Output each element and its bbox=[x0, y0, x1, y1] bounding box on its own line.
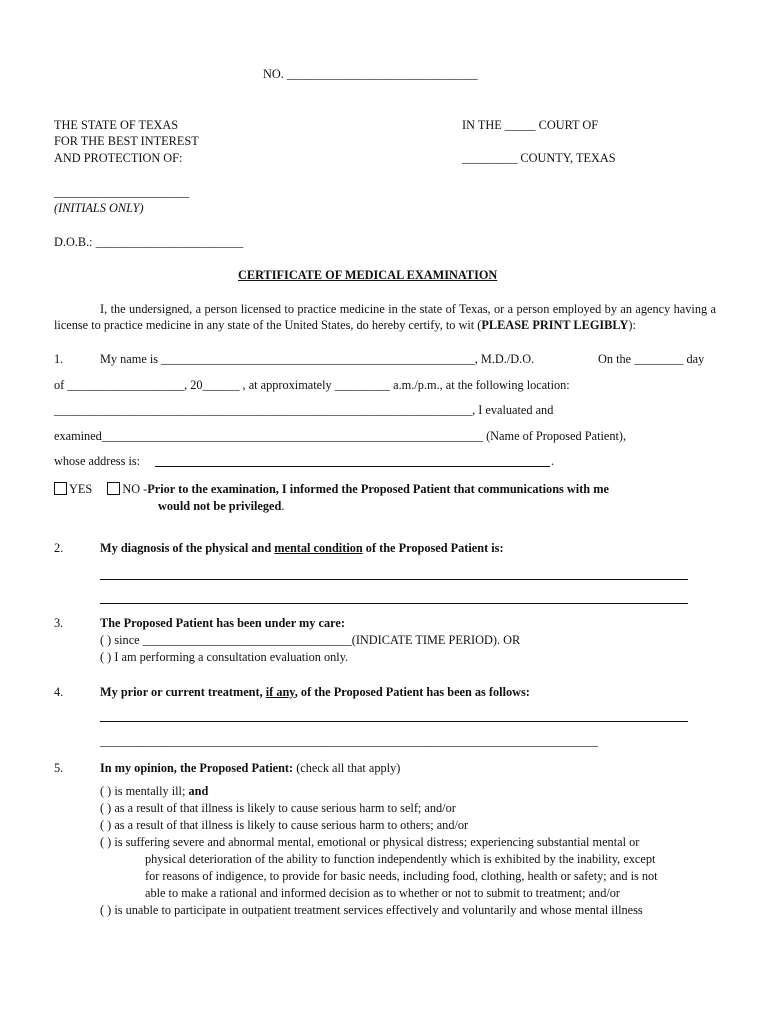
physician-name-field[interactable]: My name is ___________________________________________________, M.D./D.O. bbox=[100, 352, 535, 366]
consultation-option[interactable]: ( ) I am performing a consultation evaluation only. bbox=[100, 650, 349, 664]
intro-end: ): bbox=[628, 318, 636, 332]
not-privileged-text: would not be privileged bbox=[158, 499, 282, 513]
treatment-heading-post: , of the Proposed Patient has been as follows: bbox=[294, 685, 530, 699]
intro-text: I, the undersigned, a person licensed to practice medicine in the state of Texas, or a person employed by an agency having a license to practice medicine in any state of the United States, do hereby certify, to wit ( bbox=[54, 302, 716, 332]
exam-location-field[interactable]: ____________________________________________________________________, I evaluated and bbox=[54, 403, 554, 417]
outpatient-option[interactable]: ( ) is unable to participate in outpatient treatment services effectively and voluntarily and whose mental illness bbox=[100, 903, 643, 917]
print-legibly-label: PLEASE PRINT LEGIBLY bbox=[481, 318, 629, 332]
and-text: and bbox=[188, 784, 209, 798]
mentally-ill-text: ( ) is mentally ill; bbox=[100, 784, 189, 798]
case-number-line[interactable]: NO. _______________________________ bbox=[263, 67, 478, 81]
diagnosis-line-2[interactable] bbox=[100, 603, 688, 604]
intro-paragraph bbox=[54, 301, 716, 333]
distress-option[interactable]: ( ) is suffering severe and abnormal mental, emotional or physical distress; experiencing substantial mental or bbox=[100, 835, 640, 849]
if-any-text: if any bbox=[265, 685, 295, 699]
care-heading: The Proposed Patient has been under my care: bbox=[100, 616, 345, 630]
harm-self-option[interactable]: ( ) as a result of that illness is likely to cause serious harm to self; and/or bbox=[100, 801, 456, 815]
distress-option-cont-3: able to make a rational and informed decision as to whether or not to submit to treatment; and/or bbox=[145, 886, 621, 900]
treatment-line-2[interactable]: _________________________________________________________________________________ bbox=[100, 734, 599, 748]
opinion-heading bbox=[100, 760, 400, 776]
mentally-ill-option[interactable] bbox=[100, 783, 208, 799]
diagnosis-line-1[interactable] bbox=[100, 579, 688, 580]
yes-label: YES bbox=[69, 482, 93, 496]
initials-only-label: (INITIALS ONLY) bbox=[54, 201, 144, 215]
court-line[interactable]: IN THE _____ COURT OF bbox=[462, 118, 599, 132]
privilege-statement: Prior to the examination, I informed the Proposed Patient that communications with me bbox=[147, 482, 609, 496]
patient-address-label: whose address is: bbox=[54, 454, 141, 468]
no-label: NO - bbox=[122, 482, 148, 496]
mental-condition-text: mental condition bbox=[274, 541, 363, 555]
item-5-number: 5. bbox=[54, 761, 64, 775]
address-period: . bbox=[551, 454, 555, 468]
treatment-line-1[interactable] bbox=[100, 721, 688, 722]
protection-of-label: AND PROTECTION OF: bbox=[54, 151, 183, 165]
privilege-row bbox=[54, 481, 609, 497]
diagnosis-heading bbox=[100, 540, 504, 556]
best-interest-label: FOR THE BEST INTEREST bbox=[54, 134, 199, 148]
no-checkbox[interactable] bbox=[107, 482, 120, 495]
item-1-number: 1. bbox=[54, 352, 64, 366]
exam-date-time-field[interactable]: of ___________________, 20______ , at approximately _________ a.m./p.m., at the following location: bbox=[54, 378, 570, 392]
distress-option-cont-1: physical deterioration of the ability to function independently which is exhibited by the inability, except bbox=[145, 852, 656, 866]
harm-others-option[interactable]: ( ) as a result of that illness is likely to cause serious harm to others; and/or bbox=[100, 818, 469, 832]
distress-option-cont-2: for reasons of indigence, to provide for basic needs, including food, clothing, health or safety; and is not bbox=[145, 869, 658, 883]
treatment-heading bbox=[100, 684, 530, 700]
item-2-number: 2. bbox=[54, 541, 64, 555]
yes-checkbox[interactable] bbox=[54, 482, 67, 495]
treatment-heading-pre: My prior or current treatment, bbox=[100, 685, 266, 699]
care-since-option[interactable]: ( ) since __________________________________(INDICATE TIME PERIOD). OR bbox=[100, 633, 521, 647]
state-of-texas-label: THE STATE OF TEXAS bbox=[54, 118, 179, 132]
document-title: CERTIFICATE OF MEDICAL EXAMINATION bbox=[238, 268, 498, 282]
opinion-heading-bold: In my opinion, the Proposed Patient: bbox=[100, 761, 294, 775]
patient-address-field[interactable] bbox=[155, 466, 550, 467]
dob-field[interactable]: D.O.B.: ________________________ bbox=[54, 235, 244, 249]
privilege-statement-cont bbox=[158, 498, 284, 514]
county-line[interactable]: _________ COUNTY, TEXAS bbox=[462, 151, 616, 165]
patient-name-field[interactable]: examined______________________________________________________________ (Name of Proposed Patient), bbox=[54, 429, 627, 443]
item-3-number: 3. bbox=[54, 616, 64, 630]
exam-day-field[interactable]: On the ________ day bbox=[598, 352, 705, 366]
initials-field[interactable]: ______________________ bbox=[54, 185, 190, 199]
item-4-number: 4. bbox=[54, 685, 64, 699]
privilege-period: . bbox=[281, 499, 285, 513]
diagnosis-heading-post: of the Proposed Patient is: bbox=[362, 541, 504, 555]
diagnosis-heading-pre: My diagnosis of the physical and bbox=[100, 541, 275, 555]
check-all-note: (check all that apply) bbox=[293, 761, 401, 775]
